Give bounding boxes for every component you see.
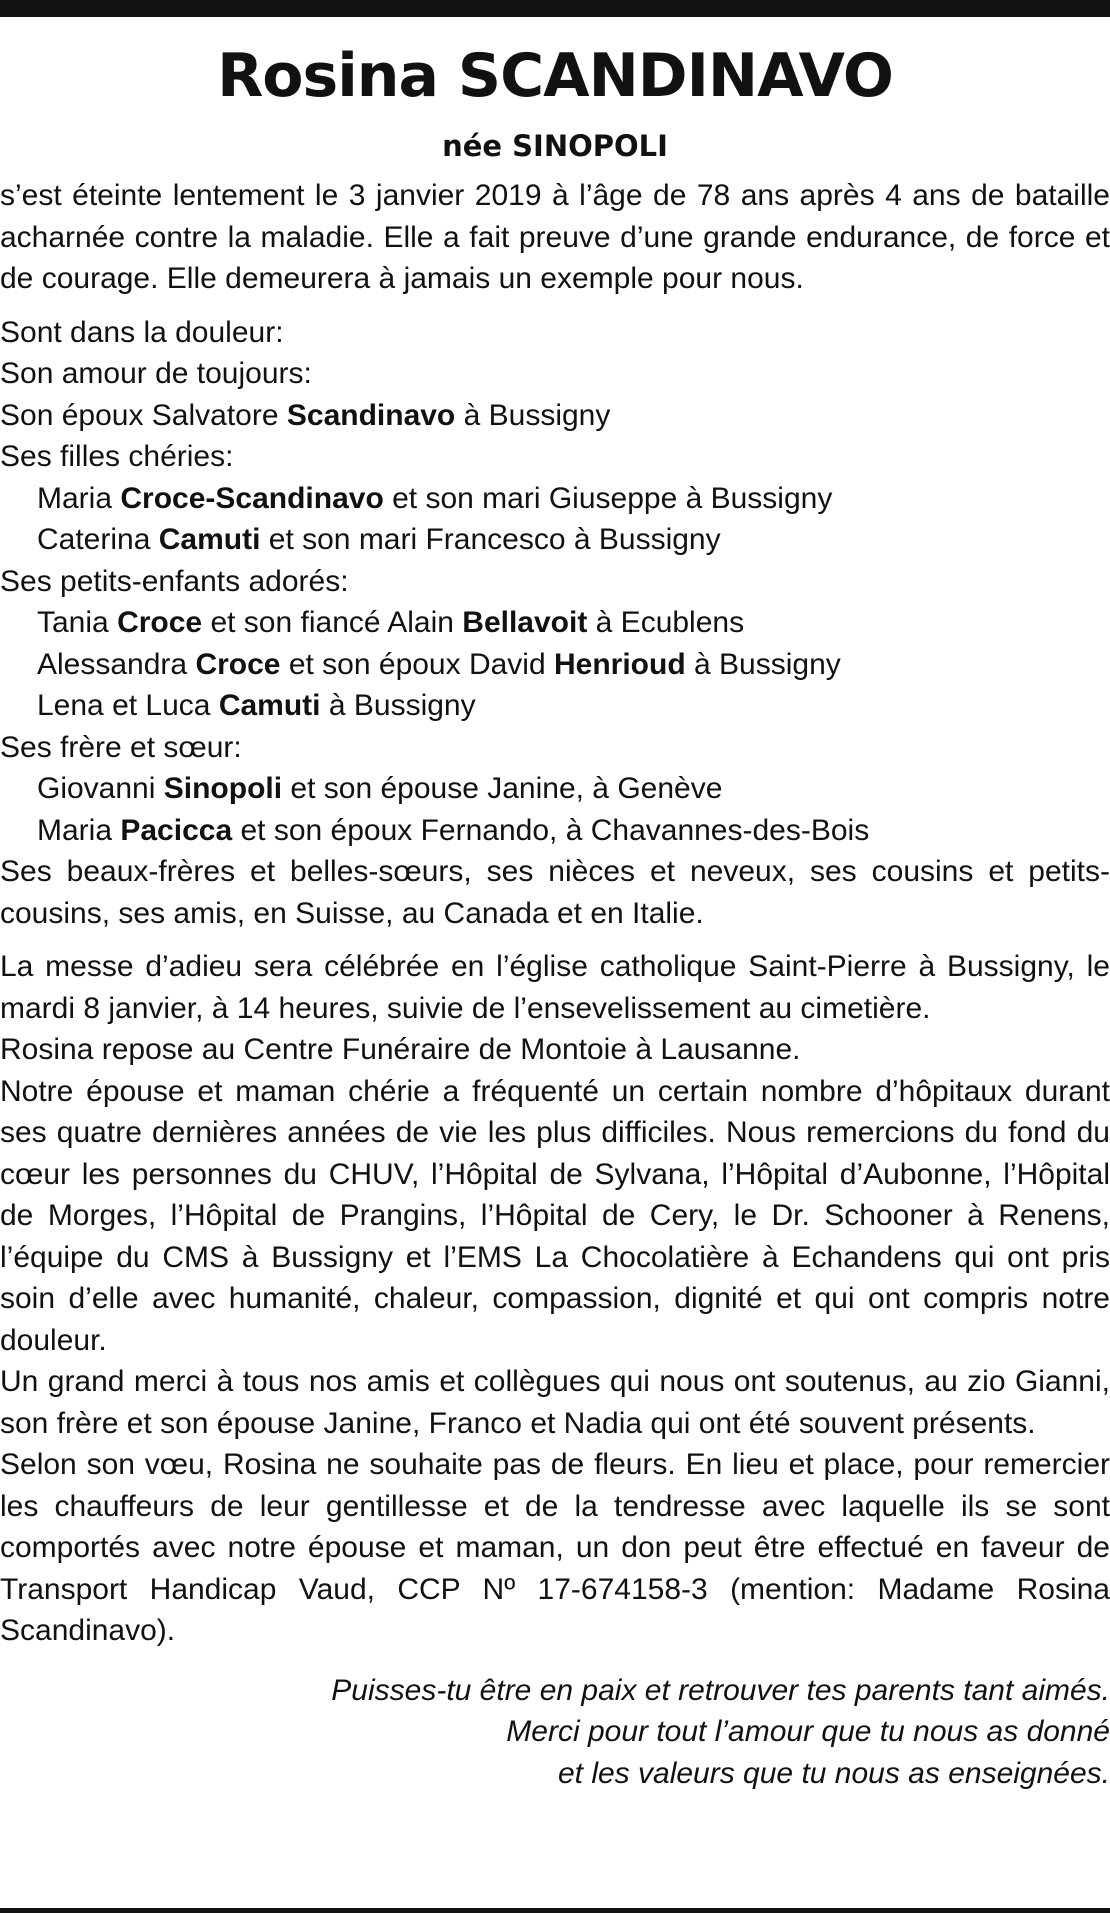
daughter-line: Maria Croce-Scandinavo et son mari Giuseppe à Bussigny xyxy=(37,481,833,515)
top-border-rule xyxy=(0,0,1110,17)
grandchild-line: Lena et Luca Camuti à Bussigny xyxy=(37,689,476,722)
notice-body xyxy=(0,175,1110,1794)
rest-paragraph: Rosina repose au Centre Funéraire de Montoie à Lausanne. xyxy=(0,1033,801,1066)
love-heading: Son amour de toujours: xyxy=(0,357,312,390)
husband-line: Son époux Salvatore Scandinavo à Bussigny xyxy=(0,398,611,432)
hospitals-thanks-paragraph: Notre épouse et maman chérie a fréquenté un certain nombre d’hôpitaux durant ses quatre dernières années de vie les plus difficiles. Nous remercions du fond du cœur les personnes du CHUV, l’Hôpital de Sylvana, l’Hôpital d’Aubonne, l’Hôpital de Morges, l’Hôpital de Prangins, l’Hôpital de Cery, le Dr. Schooner à Renens, l’équipe du CMS à Bussigny et l’EMS La Chocolatière à Echandens qui ont pris soin d’elle avec humanité, chaleur, compassion, dignité et qui ont compris notre douleur. xyxy=(0,1074,1110,1357)
siblings-heading: Ses frère et sœur: xyxy=(0,730,242,764)
ceremony-section xyxy=(0,946,1110,1652)
sibling-line: Maria Pacicca et son époux Fernando, à Chavannes-des-Bois xyxy=(37,813,870,847)
sibling-line: Giovanni Sinopoli et son épouse Janine, à Genève xyxy=(37,772,723,805)
grandchild-line: Tania Croce et son fiancé Alain Bellavoit à Ecublens xyxy=(37,606,745,639)
obituary-notice xyxy=(0,17,1110,1794)
deceased-name: Rosina SCANDINAVO xyxy=(217,41,893,111)
closing-line: Merci pour tout l’amour que tu nous as donné xyxy=(506,1715,1110,1748)
mass-paragraph: La messe d’adieu sera célébrée en l’église catholique Saint-Pierre à Bussigny, le mardi 8 janvier, à 14 heures, suivie de l’ensevelissement au cimetière. xyxy=(0,950,1110,1025)
intro-paragraph: s’est éteinte lentement le 3 janvier 2019 à l’âge de 78 ans après 4 ans de bataille acharnée contre la maladie. Elle a fait preuve d’une grande endurance, de force et de courage. Elle demeurera à jamais un exemple pour nous. xyxy=(0,179,1110,295)
closing-line: Puisses-tu être en paix et retrouver tes parents tant aimés. xyxy=(331,1673,1110,1707)
daughters-heading: Ses filles chéries: xyxy=(0,440,234,473)
maiden-name: née SINOPOLI xyxy=(442,129,668,163)
donation-paragraph: Selon son vœu, Rosina ne souhaite pas de fleurs. En lieu et place, pour remercier les chauffeurs de leur gentillesse et de la tendresse avec laquelle ils se sont comportés avec notre épouse et maman, un don peut être effectué en faveur de Transport Handicap Vaud, CCP Nº 17-674158-3 (mention: Madame Rosina Scandinavo). xyxy=(0,1448,1110,1647)
family-section xyxy=(0,312,1110,935)
grandchildren-heading: Ses petits-enfants adorés: xyxy=(0,564,349,598)
bottom-border-rule xyxy=(0,1908,1110,1913)
grandchild-line: Alessandra Croce et son époux David Henrioud à Bussigny xyxy=(37,647,841,681)
closing-line: et les valeurs que tu nous as enseignées. xyxy=(557,1756,1110,1790)
other-relatives-paragraph: Ses beaux-frères et belles-sœurs, ses nièces et neveux, ses cousins et petits-cousins, ses amis, en Suisse, au Canada et en Italie. xyxy=(0,855,1110,930)
friends-thanks-paragraph: Un grand merci à tous nos amis et collègues qui nous ont soutenus, au zio Gianni, son frère et son épouse Janine, Franco et Nadia qui ont été souvent présents. xyxy=(0,1365,1110,1440)
daughter-line: Caterina Camuti et son mari Francesco à Bussigny xyxy=(37,523,721,556)
closing-verse xyxy=(0,1670,1110,1795)
family-heading: Sont dans la douleur: xyxy=(0,315,284,349)
